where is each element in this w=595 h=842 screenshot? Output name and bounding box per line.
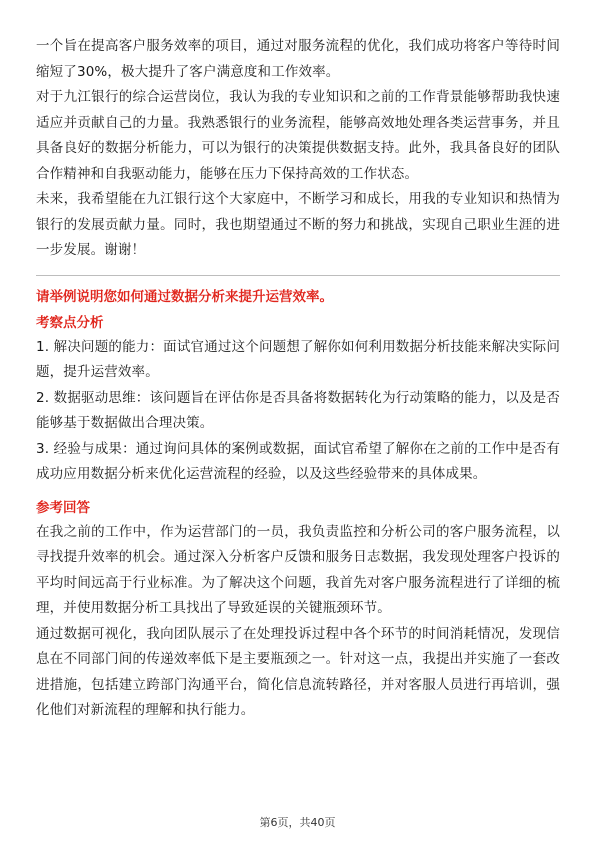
analysis-item: 2. 数据驱动思维：该问题旨在评估你是否具备将数据转化为行动策略的能力，以及是否能够基于数据做出合理决策。 (36, 389, 560, 431)
reference-heading: 参考回答 (36, 499, 90, 516)
interview-question: 请举例说明您如何通过数据分析来提升运营效率。 (36, 288, 333, 305)
analysis-item: 1. 解决问题的能力：面试官通过这个问题想了解你如何利用数据分析技能来解决实际问题，提升运营效率。 (36, 338, 560, 380)
intro-paragraph: 对于九江银行的综合运营岗位，我认为我的专业知识和之前的工作背景能够帮助我快速适应并贡献自己的力量。我熟悉银行的业务流程，能够高效地处理各类运营事务，并且具备良好的数据分析能力，可以为银行的决策提供数据支持。此外，我具备良好的团队合作精神和自我驱动能力，能够在压力下保持高效的工作状态。 (36, 89, 560, 182)
intro-paragraph: 一个旨在提高客户服务效率的项目，通过对服务流程的优化，我们成功将客户等待时间缩短了30%，极大提升了客户满意度和工作效率。 (36, 38, 560, 80)
reference-paragraph: 通过数据可视化，我向团队展示了在处理投诉过程中各个环节的时间消耗情况，发现信息在不同部门间的传递效率低下是主要瓶颈之一。针对这一点，我提出并实施了一套改进措施，包括建立跨部门沟通平台，简化信息流转路径，并对客服人员进行再培训，强化他们对新流程的理解和执行能力。 (36, 625, 560, 718)
page-content (36, 34, 560, 724)
section-divider (36, 275, 560, 276)
analysis-heading: 考察点分析 (36, 314, 104, 331)
analysis-item: 3. 经验与成果：通过询问具体的案例或数据，面试官希望了解你在之前的工作中是否有成功应用数据分析来优化运营流程的经验，以及这些经验带来的具体成果。 (36, 440, 560, 482)
intro-paragraph: 未来，我希望能在九江银行这个大家庭中，不断学习和成长，用我的专业知识和热情为银行的发展贡献力量。同时，我也期望通过不断的努力和挑战，实现自己职业生涯的进一步发展。谢谢！ (36, 191, 560, 258)
reference-paragraph: 在我之前的工作中，作为运营部门的一员，我负责监控和分析公司的客户服务流程，以寻找提升效率的机会。通过深入分析客户反馈和服务日志数据，我发现处理客户投诉的平均时间远高于行业标准。为了解决这个问题，我首先对客户服务流程进行了详细的梳理，并使用数据分析工具找出了导致延误的关键瓶颈环节。 (36, 523, 560, 616)
page-number: 第6页，共40页 (259, 816, 336, 829)
